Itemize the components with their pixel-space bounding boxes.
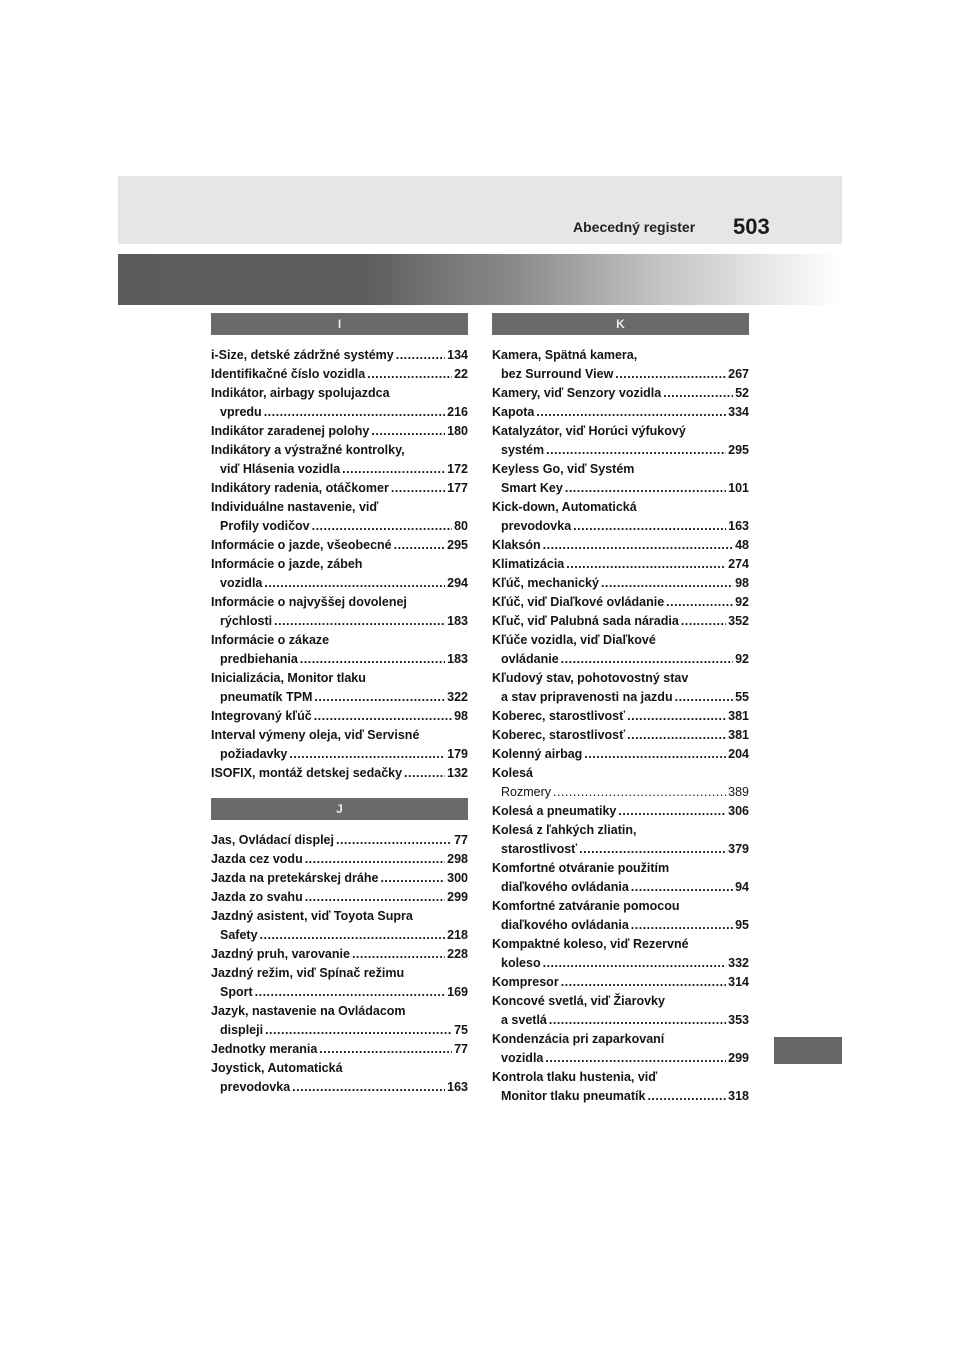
entry-term: a svetlá xyxy=(501,1013,547,1027)
dot-leader xyxy=(561,650,733,669)
entry-term: Kontrola tlaku hustenia, viď xyxy=(492,1070,658,1084)
index-entry xyxy=(492,346,749,384)
dot-leader xyxy=(319,1040,452,1059)
entry-term: Jednotky merania xyxy=(211,1042,318,1056)
entry-term: koleso xyxy=(501,956,541,970)
dot-leader xyxy=(601,574,733,593)
entry-term: Kondenzácia pri zaparkovaní xyxy=(492,1032,665,1046)
entry-term: Identifikačné číslo vozidla xyxy=(211,367,366,381)
index-entry xyxy=(492,555,749,574)
entry-term: Keyless Go, viď Systém xyxy=(492,462,635,476)
index-entry xyxy=(211,669,468,707)
entry-term: Kamery, viď Senzory vozidla xyxy=(492,386,662,400)
index-entry xyxy=(492,897,749,935)
section-i-entries xyxy=(211,346,468,783)
dot-leader xyxy=(312,517,452,536)
index-entry xyxy=(492,821,749,859)
index-entry xyxy=(492,422,749,460)
index-entry xyxy=(492,669,749,707)
dot-leader xyxy=(314,707,452,726)
index-entry xyxy=(211,850,468,869)
entry-term: Informácie o jazde, všeobecné xyxy=(211,538,392,552)
entry-term: Koncové svetlá, viď Žiarovky xyxy=(492,994,665,1008)
dot-leader xyxy=(681,612,726,631)
entry-term: diaľkového ovládania xyxy=(501,880,629,894)
entry-page-number: 92 xyxy=(735,595,749,609)
entry-term: Kolesá z ľahkých zliatin, xyxy=(492,823,637,837)
dot-leader xyxy=(618,802,726,821)
entry-page-number: 75 xyxy=(454,1023,468,1037)
index-entry xyxy=(492,574,749,593)
entry-page-number: 132 xyxy=(447,766,468,780)
entry-term: Koberec, starostlivosť xyxy=(492,728,626,742)
index-entry xyxy=(211,945,468,964)
index-entry xyxy=(211,726,468,764)
entry-term: Safety xyxy=(220,928,258,942)
decorative-band xyxy=(118,254,842,305)
entry-page-number: 48 xyxy=(735,538,749,552)
entry-page-number: 183 xyxy=(447,652,468,666)
index-entry xyxy=(492,498,749,536)
dot-leader xyxy=(336,831,452,850)
entry-page-number: 55 xyxy=(735,690,749,704)
index-entry xyxy=(211,441,468,479)
dot-leader xyxy=(391,479,445,498)
index-entry xyxy=(492,460,749,498)
entry-term: starostlivosť xyxy=(501,842,578,856)
dot-leader xyxy=(666,593,733,612)
index-entry xyxy=(211,1059,468,1097)
dot-leader xyxy=(264,574,445,593)
entry-page-number: 228 xyxy=(447,947,468,961)
entry-page-number: 77 xyxy=(454,1042,468,1056)
entry-term: i-Size, detské zádržné systémy xyxy=(211,348,394,362)
entry-term: Kick-down, Automatická xyxy=(492,500,637,514)
entry-page-number: 80 xyxy=(454,519,468,533)
dot-leader xyxy=(300,650,445,669)
dot-leader xyxy=(647,1087,726,1106)
dot-leader xyxy=(305,888,445,907)
entry-term: Kľúč, viď Diaľkové ovládanie xyxy=(492,595,665,609)
index-entry xyxy=(492,403,749,422)
entry-page-number: 274 xyxy=(728,557,749,571)
entry-page-number: 322 xyxy=(447,690,468,704)
index-entry xyxy=(492,745,749,764)
entry-term: Kolesá xyxy=(492,766,533,780)
entry-page-number: 22 xyxy=(454,367,468,381)
dot-leader xyxy=(289,745,445,764)
dot-leader xyxy=(631,916,733,935)
entry-page-number: 299 xyxy=(728,1051,749,1065)
entry-page-number: 177 xyxy=(447,481,468,495)
entry-page-number: 218 xyxy=(447,928,468,942)
entry-page-number: 334 xyxy=(728,405,749,419)
entry-term: prevodovka xyxy=(501,519,572,533)
index-entry xyxy=(211,555,468,593)
entry-page-number: 77 xyxy=(454,833,468,847)
entry-term: Kompaktné koleso, viď Rezervné xyxy=(492,937,689,951)
entry-term: Interval výmeny oleja, viď Servisné xyxy=(211,728,420,742)
entry-page-number: 306 xyxy=(728,804,749,818)
entry-term: Kľudový stav, pohotovostný stav xyxy=(492,671,689,685)
index-entry xyxy=(492,536,749,555)
section-j-entries xyxy=(211,831,468,1097)
entry-page-number: 379 xyxy=(728,842,749,856)
entry-term: vozidla xyxy=(220,576,263,590)
index-entry xyxy=(492,764,749,802)
dot-leader xyxy=(627,726,726,745)
dot-leader xyxy=(536,403,726,422)
entry-term: Profily vodičov xyxy=(220,519,310,533)
dot-leader xyxy=(404,764,445,783)
chapter-thumb-tab xyxy=(774,1037,842,1064)
dot-leader xyxy=(352,945,445,964)
entry-page-number: 101 xyxy=(728,481,749,495)
entry-term: Kompresor xyxy=(492,975,559,989)
dot-leader xyxy=(305,850,445,869)
entry-page-number: 179 xyxy=(447,747,468,761)
entry-term: bez Surround View xyxy=(501,367,614,381)
index-entry xyxy=(492,1030,749,1068)
entry-term: Komfortné zatváranie pomocou xyxy=(492,899,680,913)
dot-leader xyxy=(543,954,727,973)
entry-term: Jazdný pruh, varovanie xyxy=(211,947,350,961)
dot-leader xyxy=(265,1021,452,1040)
index-entry xyxy=(211,422,468,441)
dot-leader xyxy=(543,536,733,555)
dot-leader xyxy=(260,926,446,945)
entry-term: Individuálne nastavenie, viď xyxy=(211,500,379,514)
entry-page-number: 298 xyxy=(447,852,468,866)
entry-page-number: 134 xyxy=(447,348,468,362)
entry-term: Indikátory radenia, otáčkomer xyxy=(211,481,389,495)
dot-leader xyxy=(342,460,445,479)
entry-term: Monitor tlaku pneumatík xyxy=(501,1089,646,1103)
index-entry xyxy=(211,346,468,365)
entry-page-number: 389 xyxy=(728,785,749,799)
entry-term: Informácie o jazde, zábeh xyxy=(211,557,363,571)
index-entry xyxy=(211,631,468,669)
dot-leader xyxy=(584,745,726,764)
entry-subterm: Rozmery xyxy=(501,785,552,799)
index-entry xyxy=(492,707,749,726)
index-entry xyxy=(492,631,749,669)
entry-term: Kľúč, mechanický xyxy=(492,576,599,590)
section-header-j: J xyxy=(211,798,468,820)
entry-term: vozidla xyxy=(501,1051,544,1065)
entry-page-number: 94 xyxy=(735,880,749,894)
entry-term: predbiehania xyxy=(220,652,298,666)
dot-leader xyxy=(631,878,733,897)
index-entry xyxy=(211,1002,468,1040)
entry-page-number: 267 xyxy=(728,367,749,381)
entry-term: a stav pripravenosti na jazdu xyxy=(501,690,673,704)
entry-term: Smart Key xyxy=(501,481,563,495)
dot-leader xyxy=(264,403,445,422)
dot-leader xyxy=(561,973,726,992)
index-column-right xyxy=(492,313,749,1106)
entry-term: Indikátory a výstražné kontrolky, xyxy=(211,443,405,457)
dot-leader xyxy=(553,783,726,802)
dot-leader xyxy=(380,869,445,888)
entry-page-number: 332 xyxy=(728,956,749,970)
index-entry xyxy=(211,764,468,783)
entry-term: Kolenný airbag xyxy=(492,747,583,761)
entry-term: Indikátor zaradenej polohy xyxy=(211,424,370,438)
entry-term: prevodovka xyxy=(220,1080,291,1094)
entry-page-number: 299 xyxy=(447,890,468,904)
entry-term: Klaksón xyxy=(492,538,541,552)
entry-term: Inicializácia, Monitor tlaku xyxy=(211,671,366,685)
entry-page-number: 183 xyxy=(447,614,468,628)
entry-term: Indikátor, airbagy spolujazdca xyxy=(211,386,390,400)
entry-page-number: 381 xyxy=(728,709,749,723)
dot-leader xyxy=(546,441,726,460)
index-entry xyxy=(492,593,749,612)
entry-term: Kapota xyxy=(492,405,535,419)
index-entry xyxy=(211,536,468,555)
index-entry xyxy=(492,1068,749,1106)
section-header-i: I xyxy=(211,313,468,335)
entry-page-number: 163 xyxy=(447,1080,468,1094)
section-k-entries xyxy=(492,346,749,1106)
index-entry xyxy=(211,1040,468,1059)
index-entry xyxy=(492,726,749,745)
dot-leader xyxy=(675,688,734,707)
index-entry xyxy=(492,802,749,821)
dot-leader xyxy=(565,479,726,498)
section-header-k: K xyxy=(492,313,749,335)
index-entry xyxy=(211,384,468,422)
entry-term: systém xyxy=(501,443,545,457)
entry-term: viď Hlásenia vozidla xyxy=(220,462,341,476)
entry-page-number: 353 xyxy=(728,1013,749,1027)
entry-page-number: 295 xyxy=(728,443,749,457)
dot-leader xyxy=(396,346,445,365)
index-entry xyxy=(492,384,749,403)
entry-page-number: 98 xyxy=(735,576,749,590)
entry-term: Jas, Ovládací displej xyxy=(211,833,334,847)
entry-term: Kolesá a pneumatiky xyxy=(492,804,617,818)
index-entry xyxy=(492,612,749,631)
entry-term: Jazda zo svahu xyxy=(211,890,303,904)
entry-term: Koberec, starostlivosť xyxy=(492,709,626,723)
entry-term: Sport xyxy=(220,985,253,999)
entry-page-number: 169 xyxy=(447,985,468,999)
entry-page-number: 180 xyxy=(447,424,468,438)
entry-term: rýchlosti xyxy=(220,614,273,628)
entry-term: ISOFIX, montáž detskej sedačky xyxy=(211,766,403,780)
entry-page-number: 295 xyxy=(447,538,468,552)
index-entry xyxy=(492,935,749,973)
entry-term: pneumatík TPM xyxy=(220,690,313,704)
entry-term: Jazda cez vodu xyxy=(211,852,303,866)
dot-leader xyxy=(549,1011,726,1030)
index-entry xyxy=(211,365,468,384)
entry-page-number: 163 xyxy=(728,519,749,533)
entry-term: Jazdný asistent, viď Toyota Supra xyxy=(211,909,413,923)
index-entry xyxy=(492,973,749,992)
entry-page-number: 172 xyxy=(447,462,468,476)
dot-leader xyxy=(371,422,445,441)
entry-term: Jazda na pretekárskej dráhe xyxy=(211,871,379,885)
dot-leader xyxy=(314,688,445,707)
entry-page-number: 381 xyxy=(728,728,749,742)
entry-term: Kľuč, viď Palubná sada náradia xyxy=(492,614,679,628)
index-entry xyxy=(211,964,468,1002)
index-entry xyxy=(211,593,468,631)
entry-term: ovládanie xyxy=(501,652,559,666)
dot-leader xyxy=(566,555,726,574)
entry-page-number: 352 xyxy=(728,614,749,628)
entry-term: Jazyk, nastavenie na Ovládacom xyxy=(211,1004,406,1018)
entry-page-number: 314 xyxy=(728,975,749,989)
entry-term: displeji xyxy=(220,1023,264,1037)
entry-term: Integrovaný kľúč xyxy=(211,709,312,723)
entry-term: Klimatizácia xyxy=(492,557,565,571)
entry-page-number: 318 xyxy=(728,1089,749,1103)
index-entry xyxy=(211,869,468,888)
entry-page-number: 300 xyxy=(447,871,468,885)
index-entry xyxy=(492,992,749,1030)
entry-term: Kamera, Spätná kamera, xyxy=(492,348,638,362)
dot-leader xyxy=(545,1049,726,1068)
entry-page-number: 52 xyxy=(735,386,749,400)
dot-leader xyxy=(627,707,726,726)
page-number: 503 xyxy=(733,214,770,239)
entry-page-number: 95 xyxy=(735,918,749,932)
entry-page-number: 294 xyxy=(447,576,468,590)
entry-term: Informácie o najvyššej dovolenej xyxy=(211,595,407,609)
dot-leader xyxy=(367,365,452,384)
entry-term: Katalyzátor, viď Horúci výfukový xyxy=(492,424,686,438)
entry-page-number: 204 xyxy=(728,747,749,761)
dot-leader xyxy=(292,1078,445,1097)
entry-term: Joystick, Automatická xyxy=(211,1061,343,1075)
index-entry xyxy=(211,907,468,945)
index-entry xyxy=(492,859,749,897)
entry-term: Informácie o zákaze xyxy=(211,633,330,647)
index-entry xyxy=(211,479,468,498)
entry-term: Jazdný režim, viď Spínač režimu xyxy=(211,966,405,980)
entry-page-number: 98 xyxy=(454,709,468,723)
dot-leader xyxy=(394,536,446,555)
dot-leader xyxy=(274,612,445,631)
index-entry xyxy=(211,888,468,907)
entry-page-number: 216 xyxy=(447,405,468,419)
index-entry xyxy=(211,707,468,726)
entry-term: diaľkového ovládania xyxy=(501,918,629,932)
dot-leader xyxy=(573,517,726,536)
index-entry xyxy=(211,831,468,850)
entry-term: Kľúče vozidla, viď Diaľkové xyxy=(492,633,656,647)
page-title: Abecedný register xyxy=(573,219,696,235)
entry-term: vpredu xyxy=(220,405,262,419)
dot-leader xyxy=(255,983,446,1002)
dot-leader xyxy=(579,840,726,859)
dot-leader xyxy=(615,365,726,384)
index-column-left xyxy=(211,313,468,1097)
entry-term: požiadavky xyxy=(220,747,288,761)
dot-leader xyxy=(663,384,733,403)
index-entry xyxy=(211,498,468,536)
entry-page-number: 92 xyxy=(735,652,749,666)
entry-term: Komfortné otváranie použitím xyxy=(492,861,670,875)
